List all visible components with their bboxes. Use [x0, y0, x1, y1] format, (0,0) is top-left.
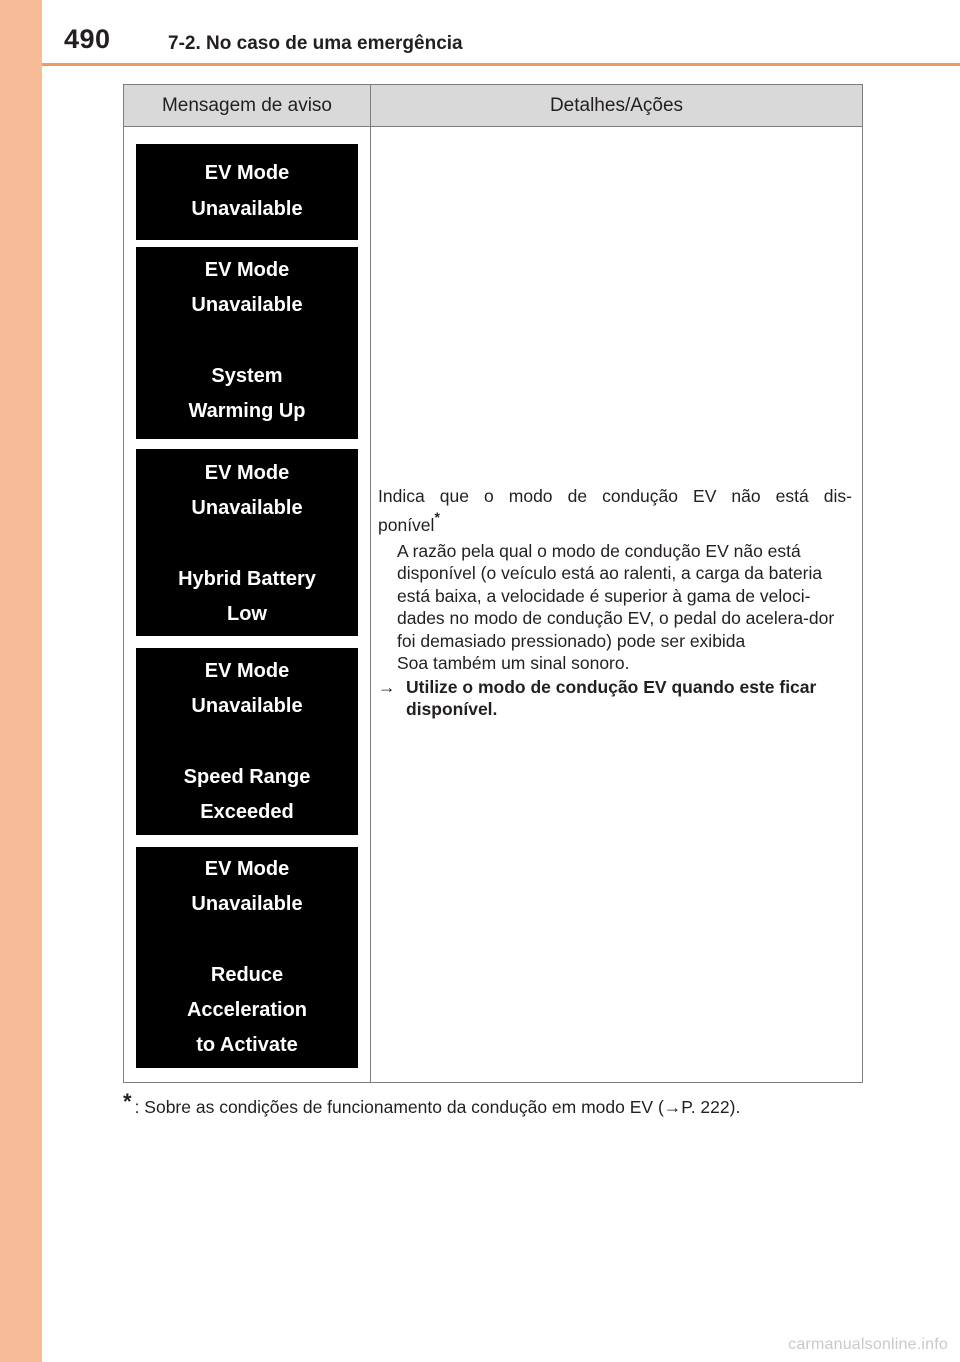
- screen-line: Acceleration: [186, 999, 308, 1021]
- footnote: [123, 1089, 903, 1119]
- screen-line: EV Mode: [204, 162, 290, 184]
- warning-message-table: [123, 84, 863, 1083]
- screen-line: EV Mode: [204, 259, 290, 281]
- details-sound: Soa também um sinal sonoro.: [397, 653, 630, 674]
- screen-line: Unavailable: [191, 198, 303, 220]
- screen-line: Unavailable: [191, 497, 303, 519]
- table-header-row: [124, 85, 862, 127]
- screen-line: Hybrid Battery: [178, 568, 316, 590]
- screen-line: to Activate: [196, 1034, 298, 1056]
- warning-screen-speed-range-exceeded: [136, 648, 358, 835]
- column-divider: [370, 85, 371, 1082]
- warning-screen-ev-unavailable: [136, 144, 358, 240]
- screen-line: EV Mode: [204, 660, 290, 682]
- details-reason: A razão pela qual o modo de condução EV não está disponível (o veículo está ao ralenti, a carga da bateria está baixa, a velocidade é superior à gama de veloci-dades no modo de condução EV, o pedal do acelera-dor foi demasiado pressionado) pode ser exibida: [397, 540, 835, 651]
- screen-line: Exceeded: [200, 801, 294, 823]
- screen-line: Warming Up: [188, 400, 306, 422]
- screen-line: Unavailable: [191, 893, 303, 915]
- details-lead-word: ponível: [378, 514, 435, 535]
- details-lead-line: Indica que o modo de condução EV não está dis-: [378, 486, 852, 506]
- screen-line: System: [211, 365, 283, 387]
- column-header-message: Mensagem de aviso: [161, 95, 333, 116]
- screen-line: Speed Range: [183, 766, 311, 788]
- column-header-details: Detalhes/Ações: [549, 95, 684, 116]
- header-rule: [42, 63, 960, 66]
- warning-screen-hybrid-battery-low: [136, 449, 358, 636]
- screen-line: Reduce: [210, 964, 284, 986]
- screen-line: Low: [227, 603, 267, 625]
- warning-screen-system-warming-up: [136, 247, 358, 439]
- section-title: 7-2. No caso de uma emergência: [168, 33, 463, 54]
- details-action: [378, 676, 852, 721]
- screen-line: EV Mode: [204, 858, 290, 880]
- footnote-marker: *: [123, 1089, 132, 1114]
- arrow-icon: →: [378, 676, 396, 697]
- side-tab-strip: [0, 0, 42, 1362]
- page-number: 490: [64, 24, 111, 54]
- screen-line: Unavailable: [191, 695, 303, 717]
- details-cell: [378, 485, 852, 721]
- screen-line: EV Mode: [204, 462, 290, 484]
- watermark: carmanualsonline.info: [788, 1336, 948, 1353]
- details-lead-line-2: [378, 508, 852, 536]
- footnote-reference: *: [434, 508, 440, 525]
- screen-line: Unavailable: [191, 294, 303, 316]
- warning-screen-reduce-acceleration: [136, 847, 358, 1068]
- details-action-text: Utilize o modo de condução EV quando este ficar disponível.: [406, 676, 817, 720]
- footnote-text: : Sobre as condições de funcionamento da condução em modo EV (→P. 222).: [134, 1097, 741, 1117]
